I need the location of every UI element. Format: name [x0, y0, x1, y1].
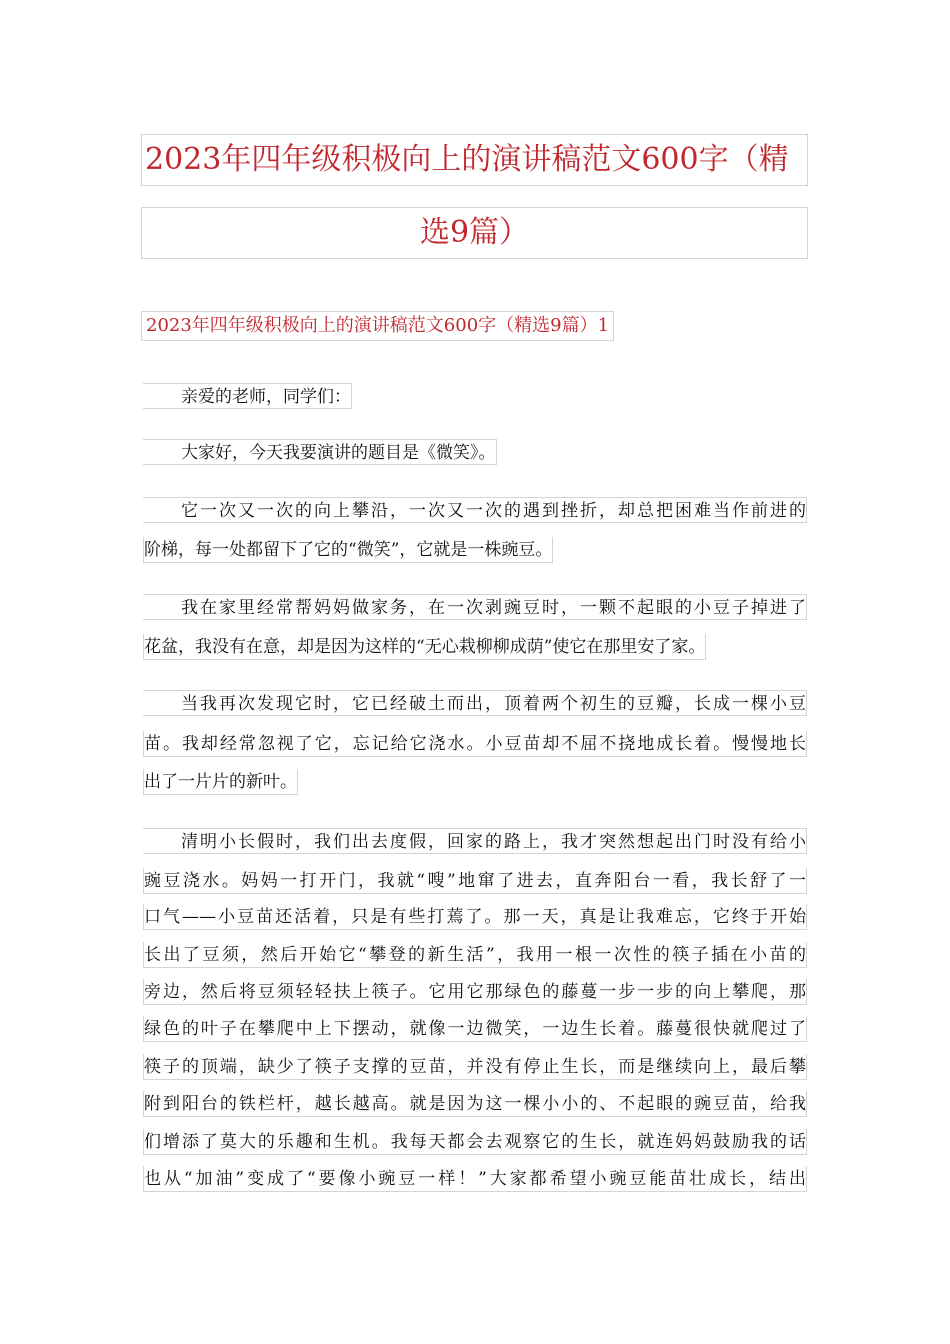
document-title-line-2: 选9篇） [141, 207, 808, 259]
paragraph-line: 花盆，我没有在意，却是因为这样的“无心栽柳柳成荫”使它在那里安了家。 [143, 634, 706, 660]
paragraph-line: 我在家里经常帮妈妈做家务，在一次剥豌豆时，一颗不起眼的小豆子掉进了 [143, 594, 807, 620]
paragraph-line: 清明小长假时，我们出去度假，回家的路上，我才突然想起出门时没有给小 [143, 828, 807, 854]
paragraph-line: 出了一片片的新叶。 [143, 769, 298, 795]
document-title-line-1: 2023年四年级积极向上的演讲稿范文600字（精 [141, 134, 808, 186]
paragraph-line: 大家好，今天我要演讲的题目是《微笑》。 [143, 439, 497, 465]
paragraph-line: 也从“加油”变成了“要像小豌豆一样！”大家都希望小豌豆能苗壮成长，结出 [143, 1166, 807, 1192]
section-heading: 2023年四年级积极向上的演讲稿范文600字（精选9篇）1 [141, 311, 614, 341]
paragraph-line: 绿色的叶子在攀爬中上下摆动，就像一边微笑，一边生长着。藤蔓很快就爬过了 [143, 1016, 807, 1042]
paragraph-line: 长出了豆须，然后开始它“攀登的新生活”，我用一根一次性的筷子插在小苗的 [143, 942, 807, 968]
paragraph-line: 口气——小豆苗还活着，只是有些打蔫了。那一天，真是让我难忘，它终于开始 [143, 904, 807, 930]
paragraph-line: 苗。我却经常忽视了它，忘记给它浇水。小豆苗却不屈不挠地成长着。慢慢地长 [143, 731, 807, 757]
paragraph-line: 亲爱的老师，同学们： [143, 383, 352, 409]
paragraph-line: 阶梯，每一处都留下了它的“微笑”，它就是一株豌豆。 [143, 537, 553, 563]
paragraph-line: 它一次又一次的向上攀沿，一次又一次的遇到挫折，却总把困难当作前进的 [143, 497, 807, 523]
paragraph-line: 旁边，然后将豆须轻轻扶上筷子。它用它那绿色的藤蔓一步一步的向上攀爬，那 [143, 979, 807, 1005]
paragraph-line: 筷子的顶端，缺少了筷子支撑的豆苗，并没有停止生长，而是继续向上，最后攀 [143, 1054, 807, 1080]
paragraph-line: 们增添了莫大的乐趣和生机。我每天都会去观察它的生长，就连妈妈鼓励我的话 [143, 1129, 807, 1155]
paragraph-line: 豌豆浇水。妈妈一打开门，我就“嗖”地窜了进去，直奔阳台一看，我长舒了一 [143, 868, 807, 894]
paragraph-line: 当我再次发现它时，它已经破土而出，顶着两个初生的豆瓣，长成一棵小豆 [143, 690, 807, 716]
paragraph-line: 附到阳台的铁栏杆，越长越高。就是因为这一棵小小的、不起眼的豌豆苗，给我 [143, 1091, 807, 1117]
